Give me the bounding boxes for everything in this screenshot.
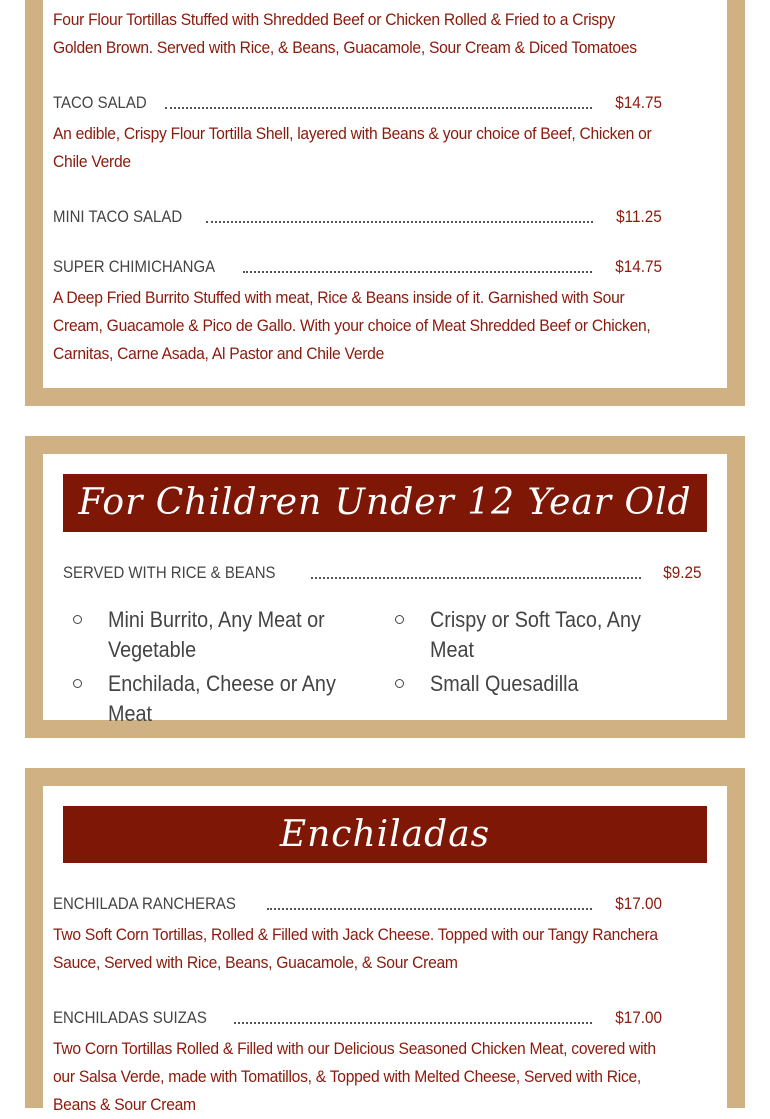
item-description: Two Soft Corn Tortillas, Rolled & Filled with Jack Cheese. Topped with our Tangy Ranchera Sauce, Served with Rice, Beans, Guacamole, & Sour Cream: [53, 925, 658, 972]
item-name: TACO SALAD: [53, 93, 147, 112]
item-price: $14.75: [615, 257, 662, 276]
dot-leader: [206, 221, 594, 223]
list-item: [395, 669, 715, 699]
option-label: Mini Burrito, Any Meat or Vegetable: [108, 607, 325, 662]
served-with-label: SERVED WITH RICE & BEANS: [63, 563, 276, 582]
dot-leader: [311, 577, 642, 579]
dot-leader: [234, 1022, 592, 1024]
item-description: Two Corn Tortillas Rolled & Filled with our Delicious Seasoned Chicken Meat, covered with our Salsa Verde, made with Tomatillos, & Topped with Melted Cheese, Served with Rice, Beans & Sour Cream: [53, 1039, 656, 1114]
item-name: ENCHILADAS SUIZAS: [53, 1008, 207, 1027]
item-description: A Deep Fried Burrito Stuffed with meat, Rice & Beans inside of it. Garnished with Sour Cream, Guacamole & Pico de Gallo. With your choice of Meat Shredded Beef or Chicken, Carnitas, Carne Asada, Al Pastor and Chile Verde: [53, 288, 651, 363]
dot-leader: [165, 107, 592, 109]
menu-item-taco-salad: [53, 89, 662, 113]
kids-served-with-row: [63, 559, 702, 583]
section-title: For Children Under 12 Year Old Only: [63, 474, 707, 532]
kids-options-left: [73, 605, 363, 733]
menu-item-mini-taco-salad: [53, 203, 662, 227]
menu-item-super-chimichanga: [53, 253, 662, 277]
item-name: SUPER CHIMICHANGA: [53, 257, 216, 276]
option-label: Enchilada, Cheese or Any Meat: [108, 671, 336, 726]
item-price: $17.00: [615, 894, 662, 913]
dot-leader: [267, 908, 592, 910]
list-item: [73, 669, 363, 729]
kids-price: $9.25: [663, 563, 702, 582]
list-item: [73, 605, 363, 665]
item-price: $14.75: [615, 93, 662, 112]
item-description: Four Flour Tortillas Stuffed with Shredded Beef or Chicken Rolled & Fried to a Crispy Golden Brown. Served with Rice, & Beans, Guacamole, Sour Cream & Diced Tomatoes: [53, 10, 637, 57]
list-item: [395, 605, 715, 665]
option-label: Small Quesadilla: [430, 671, 579, 696]
item-name: MINI TACO SALAD: [53, 207, 183, 226]
item-price: $17.00: [615, 1008, 662, 1027]
item-name: ENCHILADA RANCHERAS: [53, 894, 236, 913]
kids-options-right: [395, 605, 715, 703]
menu-item-enchilada-rancheras: [53, 890, 662, 914]
dot-leader: [243, 271, 592, 273]
option-label: Crispy or Soft Taco, Any Meat: [430, 607, 641, 662]
menu-item-enchiladas-suizas: [53, 1004, 662, 1028]
item-price: $11.25: [616, 207, 662, 226]
item-description: An edible, Crispy Flour Tortilla Shell, layered with Beans & your choice of Beef, Chicken or Chile Verde: [53, 124, 652, 171]
section-title: Enchiladas: [63, 806, 707, 863]
